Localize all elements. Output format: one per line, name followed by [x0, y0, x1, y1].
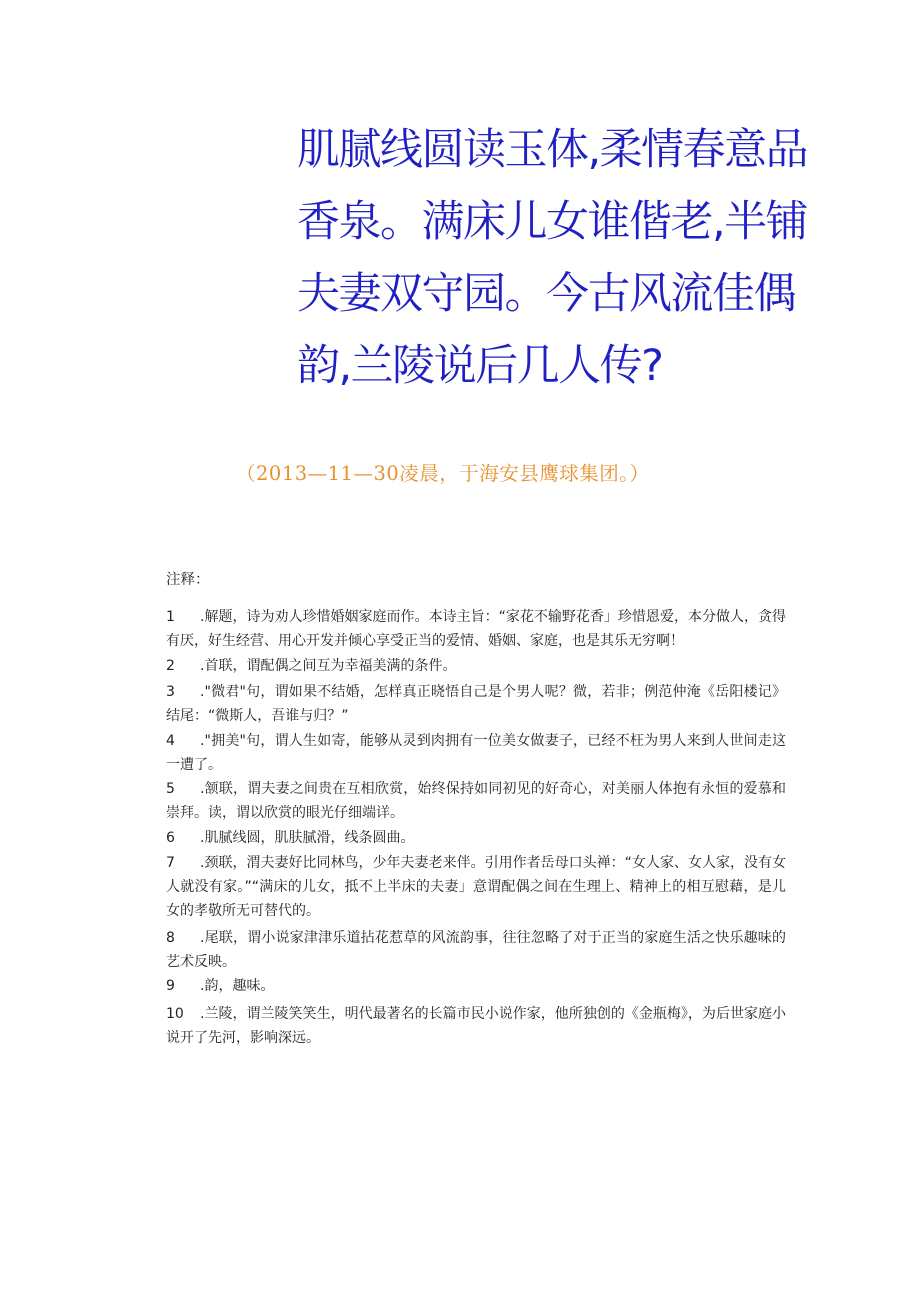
note-text: .尾联，谓小说家津津乐道拈花惹草的风流韵事，往往忽略了对于正当的家庭生活之快乐趣味的艺术反映。: [166, 930, 786, 970]
note-number: 1: [166, 609, 175, 625]
note-item: [166, 680, 786, 728]
note-item: [166, 826, 786, 850]
note-number: 7: [166, 855, 175, 871]
poem-line-1: 肌腻线圆读玉体,柔情春意品: [297, 125, 808, 175]
note-text: .韵，趣味。: [200, 978, 275, 994]
note-text: ."微君"句，谓如果不结婚，怎样真正晓悟自己是个男人呢？微，若非；例范仲淹《岳阳楼记》结尾：“微斯人，吾谁与归？”: [166, 684, 786, 724]
note-text: .首联，谓配偶之间互为幸福美满的条件。: [200, 658, 457, 674]
poem-line-2: 香泉。满床儿女谁偕老,半铺: [297, 197, 808, 247]
note-number: 8: [166, 930, 175, 946]
poem-line-3: 夫妻双守园。今古风流佳偶: [297, 269, 795, 319]
notes-heading: 注释：: [166, 572, 210, 588]
note-number: 3: [166, 684, 175, 700]
note-text: .解题，诗为劝人珍惜婚姻家庭而作。本诗主旨：“家花不输野花香」珍惜恩爱，本分做人，贪得有厌，好生经营、用心开发并倾心享受正当的爱情、婚姻、家庭，也是其乐无穷啊！: [166, 609, 786, 649]
note-text: ."拥美"句，谓人生如寄，能够从灵到肉拥有一位美女做妻子，已经不枉为男人来到人世间走这一遭了。: [166, 733, 786, 773]
note-number: 4: [166, 733, 175, 749]
note-text: .兰陵，谓兰陵笑笑生，明代最著名的长篇市民小说作家，他所独创的《金瓶梅》，为后世家庭小说开了先河，影响深远。: [166, 1006, 786, 1046]
note-number: 2: [166, 658, 175, 674]
dateline: （2013—11—30凌晨，于海安县鹰球集团。）: [236, 462, 650, 485]
note-text: .颔联，谓夫妻之间贵在互相欣赏，始终保持如同初见的好奇心，对美丽人体抱有永恒的爱慕和崇拜。读，谓以欣赏的眼光仔细端详。: [166, 781, 786, 821]
note-item: [166, 777, 786, 825]
note-text: .肌腻线圆，肌肤腻滑，线条圆曲。: [200, 830, 415, 846]
note-text: .颈联，渭夫妻好比同林鸟，少年夫妻老来伴。引用作者岳母口头禅：“女人家、女人家，没有女人就没有家。”“满床的儿女，抵不上半床的夫妻」意谓配偶之间在生理上、精神上的相互慰藉，是儿女的孝敬所无可替代的。: [166, 855, 786, 919]
note-item: [166, 729, 786, 777]
note-item: [166, 1002, 786, 1050]
note-number: 5: [166, 781, 175, 797]
note-item: [166, 926, 786, 974]
note-number: 6: [166, 830, 175, 846]
note-item: [166, 605, 786, 653]
poem-line-4: 韵,兰陵说后几人传?: [297, 341, 663, 391]
note-number: 10: [166, 1006, 184, 1022]
note-item: [166, 654, 786, 678]
note-item: [166, 851, 786, 923]
note-number: 9: [166, 978, 175, 994]
note-item: [166, 974, 786, 998]
